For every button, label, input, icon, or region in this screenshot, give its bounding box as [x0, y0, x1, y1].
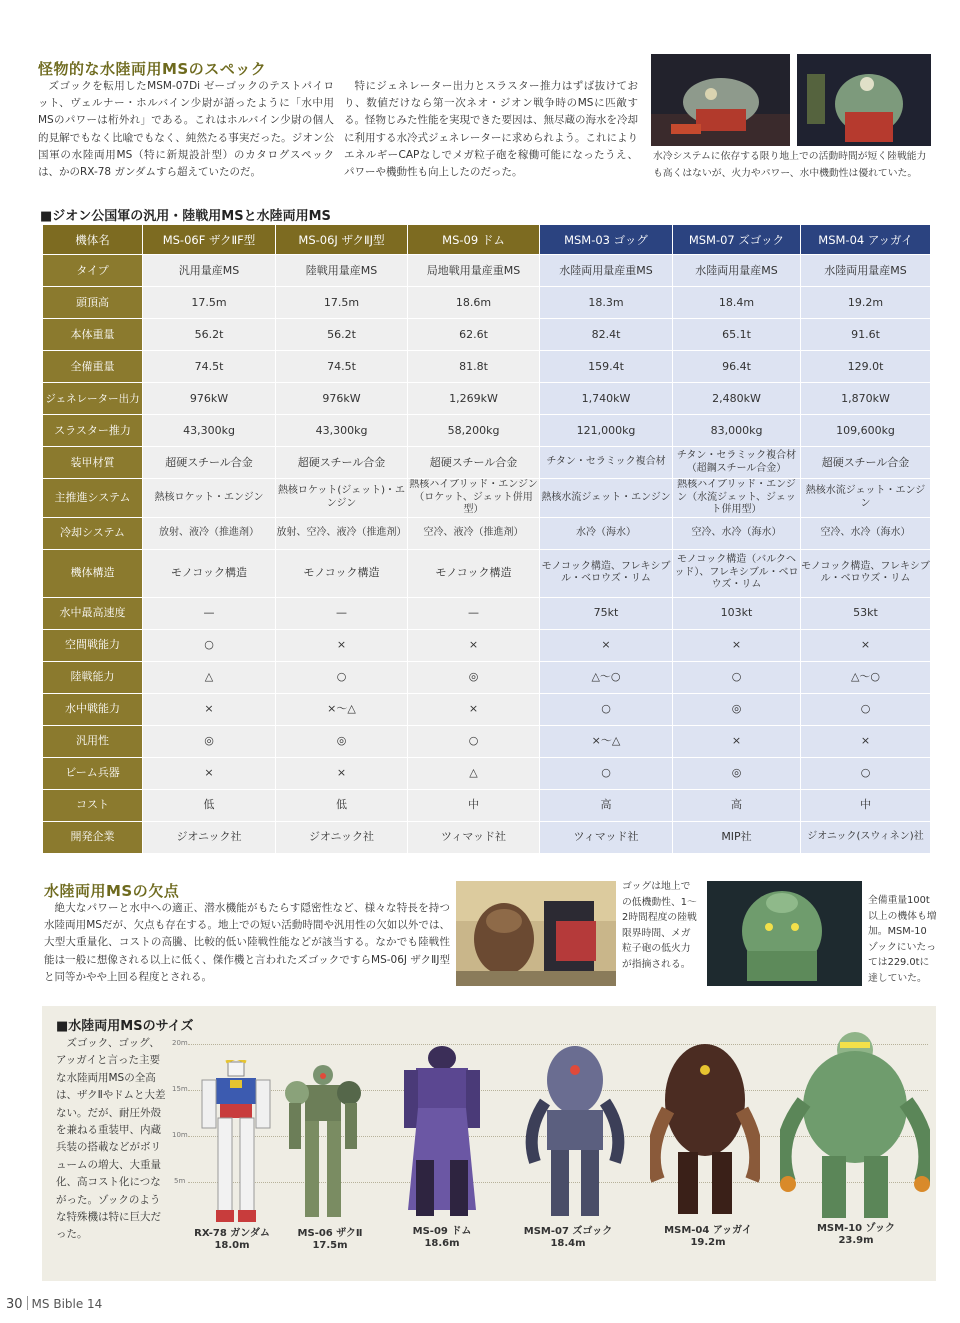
spec-row-label: 主推進システム — [43, 479, 143, 518]
spec-cell: 159.4t — [540, 351, 673, 383]
intro-column-2: 特にジェネレーター出力とスラスター推力はずば抜けており、数値だけなら第一次ネオ・ジオン戦争時のMSに匹敵する。怪物じみた性能を実現できた要因は、無尽蔵の海水を冷却に利用する水冷式ジェネレーターに求められよう。これによりエネルギーCAPなしでメガ粒子砲を稼働可能になったうえ、パワーや機動性も向上したのだった。 — [344, 80, 638, 179]
spec-row-label: 陸戦能力 — [43, 661, 143, 693]
spec-cell: ○ — [276, 661, 408, 693]
intro-column-1: ズゴックを転用したMSM-07Di ゼーゴックのテストパイロット、ヴェルナー・ホルバイン少尉が語ったように「水中用MSのパワーは桁外れ」である。これはホルバイン少尉の個人的見解でもなく比喩でもなく、純然たる事実だった。ジオン公国軍の水陸両用MS（特に新規設計型）のカタログスペックは、かのRX-78 ガンダムすら超えていたのだ。 — [38, 80, 334, 179]
spec-cell: 129.0t — [801, 351, 931, 383]
spec-cell: 空冷、液冷（推進剤） — [408, 517, 540, 549]
spec-cell: 74.5t — [276, 351, 408, 383]
spec-cell: ×〜△ — [276, 693, 408, 725]
spec-header-ms06f: MS-06F ザクⅡF型 — [143, 225, 276, 255]
spec-cell: ◎ — [143, 725, 276, 757]
spec-cell: 18.6m — [408, 287, 540, 319]
spec-cell: △ — [408, 757, 540, 789]
spec-cell: × — [143, 757, 276, 789]
spec-header-ms09: MS-09 ドム — [408, 225, 540, 255]
spec-cell: 75kt — [540, 597, 673, 629]
spec-cell: 熱核水流ジェット・エンジン — [540, 479, 673, 518]
spec-cell: 汎用量産MS — [143, 255, 276, 287]
spec-cell: 高 — [673, 789, 801, 821]
size-figure-label — [280, 1228, 380, 1252]
size-title: ■水陸両用MSのサイズ — [56, 1019, 194, 1034]
spec-row — [43, 629, 931, 661]
spec-cell: 水陸両用量産重MS — [540, 255, 673, 287]
spec-cell: 56.2t — [276, 319, 408, 351]
spec-cell: ジオニック社 — [143, 821, 276, 853]
spec-cell: 熱核ロケット(ジェット)・エンジン — [276, 479, 408, 518]
intro-photo-left — [651, 54, 790, 146]
spec-cell: ○ — [673, 661, 801, 693]
spec-cell: 水冷（海水） — [540, 517, 673, 549]
spec-header-msm03: MSM-03 ゴッグ — [540, 225, 673, 255]
intro-photo-right — [797, 54, 931, 146]
spec-cell: 空冷、水冷（海水） — [801, 517, 931, 549]
spec-row-label: コスト — [43, 789, 143, 821]
rx78-gundam-figure — [196, 1060, 276, 1225]
zock-caption: 全備重量100t以上の機体も増加。MSM-10 ゾックにいたっては229.0tに達していた。 — [868, 895, 937, 984]
spec-table — [42, 224, 931, 854]
spec-cell: 陸戦用量産MS — [276, 255, 408, 287]
spec-cell: 43,300kg — [276, 415, 408, 447]
size-figure-height: 18.4m — [550, 1238, 586, 1249]
spec-cell: × — [540, 629, 673, 661]
size-figure-name: MSM-07 ズゴック — [523, 1226, 613, 1237]
spec-cell: ジオニック(スウィネン)社 — [801, 821, 931, 853]
spec-cell: 超硬スチール合金 — [408, 447, 540, 479]
spec-cell: モノコック構造、フレキシブル・ベロウズ・リム — [801, 549, 931, 597]
spec-cell: × — [408, 693, 540, 725]
spec-cell: 53kt — [801, 597, 931, 629]
spec-cell: 局地戦用量産重MS — [408, 255, 540, 287]
spec-header-msm04: MSM-04 アッガイ — [801, 225, 931, 255]
spec-cell: ○ — [801, 757, 931, 789]
weakness-text: 絶大なパワーと水中への適正、潜水機能がもたらす隠密性など、様々な特長を持つ水陸両用MSだが、欠点も存在する。地上での短い活動時間や汎用性の欠如以外では、大型大重量化、コストの高騰、比較的低い陸戦性能などが該当する。なかでも陸戦性能は一般に想像される以上に低く、傑作機と言われたズゴックですらMS-06J ザクⅡJ型と同等かやや上回る程度とされる。 — [44, 902, 450, 983]
spec-cell: ×〜△ — [540, 725, 673, 757]
spec-cell: 1,870kW — [801, 383, 931, 415]
spec-row — [43, 661, 931, 693]
spec-cell: 1,269kW — [408, 383, 540, 415]
spec-cell: 17.5m — [276, 287, 408, 319]
spec-cell: × — [673, 725, 801, 757]
spec-cell: 水陸両用量産MS — [801, 255, 931, 287]
spec-cell: 熱核ロケット・エンジン — [143, 479, 276, 518]
spec-row-label: 機体構造 — [43, 549, 143, 597]
spec-cell: モノコック構造 — [143, 549, 276, 597]
spec-cell: ジオニック社 — [276, 821, 408, 853]
spec-cell: — — [408, 597, 540, 629]
spec-cell: 熱核水流ジェット・エンジン — [801, 479, 931, 518]
spec-cell: △ — [143, 661, 276, 693]
spec-cell: 43,300kg — [143, 415, 276, 447]
spec-cell: △〜○ — [540, 661, 673, 693]
spec-row — [43, 597, 931, 629]
spec-cell: 放射、液冷（推進剤） — [143, 517, 276, 549]
spec-cell: チタン・セラミック複合材（超鋼スチール合金） — [673, 447, 801, 479]
spec-row-label: ジェネレーター出力 — [43, 383, 143, 415]
spec-cell: 109,600kg — [801, 415, 931, 447]
page-footer — [6, 1296, 102, 1312]
spec-row-label: 装甲材質 — [43, 447, 143, 479]
spec-cell: ◎ — [673, 757, 801, 789]
spec-cell: ツィマッド社 — [540, 821, 673, 853]
spec-row-label: 汎用性 — [43, 725, 143, 757]
footer-divider — [27, 1296, 28, 1310]
spec-row — [43, 693, 931, 725]
spec-cell: ○ — [801, 693, 931, 725]
zaku-ii-figure — [283, 1063, 363, 1223]
spec-cell: ◎ — [276, 725, 408, 757]
spec-row — [43, 319, 931, 351]
spec-cell: 水陸両用量産MS — [673, 255, 801, 287]
spec-cell: MIP社 — [673, 821, 801, 853]
spec-cell: 976kW — [276, 383, 408, 415]
spec-cell: 超硬スチール合金 — [801, 447, 931, 479]
spec-cell: 2,480kW — [673, 383, 801, 415]
goggs-photo — [456, 881, 616, 986]
spec-row — [43, 757, 931, 789]
size-figure-label — [182, 1228, 282, 1252]
spec-cell: 放射、空冷、液冷（推進剤） — [276, 517, 408, 549]
spec-row — [43, 725, 931, 757]
spec-cell: ○ — [540, 693, 673, 725]
spec-cell: 19.2m — [801, 287, 931, 319]
spec-cell: 56.2t — [143, 319, 276, 351]
spec-cell: × — [801, 629, 931, 661]
spec-row-label: 冷却システム — [43, 517, 143, 549]
spec-header-msm07: MSM-07 ズゴック — [673, 225, 801, 255]
spec-row — [43, 789, 931, 821]
scale-label-20m: 20m — [172, 1039, 188, 1047]
intro-photo-caption: 水冷システムに依存する限り地上での活動時間が短く陸戦能力も高くはないが、火力やパワー、水中機動性は優れていた。 — [653, 151, 927, 179]
spec-cell: 58,200kg — [408, 415, 540, 447]
size-text: ズゴック、ゴッグ、アッガイと言った主要な水陸両用MSの全高は、ザクⅡやドムと大差ない。だが、耐圧外殻を兼ねる重装甲、内蔵兵装の搭載などがボリュームの増大、大重量化、高コスト化につながった。ゾックのような特殊機は特に巨大だった。 — [56, 1037, 166, 1241]
spec-row-label: タイプ — [43, 255, 143, 287]
spec-cell: 低 — [143, 789, 276, 821]
size-figure-label — [800, 1223, 912, 1247]
scale-label-5m: 5m — [174, 1177, 186, 1185]
size-figure-label — [392, 1226, 492, 1250]
spec-row-label: スラスター推力 — [43, 415, 143, 447]
size-figure-label — [512, 1226, 624, 1250]
spec-cell: モノコック構造 — [276, 549, 408, 597]
spec-cell: 中 — [408, 789, 540, 821]
spec-cell: 81.8t — [408, 351, 540, 383]
size-figure-height: 23.9m — [838, 1235, 874, 1246]
spec-row-label: 全備重量 — [43, 351, 143, 383]
spec-row-label: 水中戦能力 — [43, 693, 143, 725]
spec-row — [43, 517, 931, 549]
spec-cell: 熱核ハイブリッド・エンジン（水流ジェット、ジェット併用型） — [673, 479, 801, 518]
book-title: MS Bible 14 — [31, 1297, 103, 1311]
spec-row — [43, 383, 931, 415]
spec-cell: — — [143, 597, 276, 629]
spec-cell: モノコック構造（バルクヘッド）、フレキシブル・ベロウズ・リム — [673, 549, 801, 597]
spec-cell: ○ — [143, 629, 276, 661]
spec-cell: × — [673, 629, 801, 661]
spec-cell: △〜○ — [801, 661, 931, 693]
spec-table-title: ■ジオン公国軍の汎用・陸戦用MSと水陸両用MS — [40, 209, 331, 224]
spec-header-corner: 機体名 — [43, 225, 143, 255]
zgok-figure — [525, 1042, 625, 1222]
spec-cell: 91.6t — [801, 319, 931, 351]
spec-cell: 1,740kW — [540, 383, 673, 415]
spec-cell: 74.5t — [143, 351, 276, 383]
spec-cell: ◎ — [673, 693, 801, 725]
size-figure-name: MSM-10 ゾック — [816, 1223, 896, 1234]
spec-cell: 96.4t — [673, 351, 801, 383]
spec-cell: 83,000kg — [673, 415, 801, 447]
spec-cell: 103kt — [673, 597, 801, 629]
spec-cell: 18.3m — [540, 287, 673, 319]
spec-cell: ○ — [408, 725, 540, 757]
spec-cell: × — [408, 629, 540, 661]
spec-row-label: 水中最高速度 — [43, 597, 143, 629]
size-figure-height: 18.6m — [424, 1238, 460, 1249]
size-figure-label — [652, 1225, 764, 1249]
spec-cell: ○ — [540, 757, 673, 789]
spec-cell: 62.6t — [408, 319, 540, 351]
scale-label-10m: 10m — [172, 1131, 188, 1139]
weakness-title: 水陸両用MSの欠点 — [44, 882, 180, 900]
size-figure-height: 17.5m — [312, 1240, 348, 1251]
spec-cell: 空冷、水冷（海水） — [673, 517, 801, 549]
goggs-caption: ゴッグは地上での低機動性、1〜2時間程度の陸戦限界時間、メガ粒子砲の低火力が指摘される。 — [622, 881, 697, 970]
spec-row — [43, 479, 931, 518]
spec-cell: モノコック構造 — [408, 549, 540, 597]
spec-row-label: ビーム兵器 — [43, 757, 143, 789]
dom-figure — [396, 1040, 488, 1223]
spec-cell: モノコック構造、フレキシブル・ベロウズ・リム — [540, 549, 673, 597]
page-number: 30 — [6, 1297, 23, 1312]
spec-cell: 17.5m — [143, 287, 276, 319]
spec-row — [43, 255, 931, 287]
spec-cell: 976kW — [143, 383, 276, 415]
zock-figure — [780, 1022, 930, 1222]
spec-row — [43, 821, 931, 853]
spec-row — [43, 287, 931, 319]
spec-row — [43, 549, 931, 597]
intro-title: 怪物的な水陸両用MSのスペック — [38, 60, 267, 78]
spec-row-label: 頭頂高 — [43, 287, 143, 319]
spec-cell: 18.4m — [673, 287, 801, 319]
spec-cell: ◎ — [408, 661, 540, 693]
size-figure-height: 18.0m — [214, 1240, 250, 1251]
scale-label-15m: 15m — [172, 1085, 188, 1093]
spec-row-label: 本体重量 — [43, 319, 143, 351]
spec-cell: 低 — [276, 789, 408, 821]
spec-cell: 中 — [801, 789, 931, 821]
spec-cell: × — [276, 629, 408, 661]
spec-header-ms06j: MS-06J ザクⅡJ型 — [276, 225, 408, 255]
size-figure-name: MS-06 ザクⅡ — [297, 1228, 363, 1239]
spec-row — [43, 351, 931, 383]
spec-cell: 82.4t — [540, 319, 673, 351]
size-figure-height: 19.2m — [690, 1237, 726, 1248]
spec-cell: × — [276, 757, 408, 789]
spec-cell: — — [276, 597, 408, 629]
spec-cell: × — [801, 725, 931, 757]
spec-cell: × — [143, 693, 276, 725]
spec-cell: 121,000kg — [540, 415, 673, 447]
spec-row — [43, 415, 931, 447]
spec-cell: ツィマッド社 — [408, 821, 540, 853]
spec-cell: 超硬スチール合金 — [143, 447, 276, 479]
acguy-figure — [650, 1040, 760, 1220]
size-figure-name: MSM-04 アッガイ — [664, 1225, 752, 1236]
spec-cell: 65.1t — [673, 319, 801, 351]
spec-cell: 超硬スチール合金 — [276, 447, 408, 479]
spec-header-row — [43, 225, 931, 255]
spec-cell: 熱核ハイブリッド・エンジン（ロケット、ジェット併用型） — [409, 479, 538, 515]
spec-cell: チタン・セラミック複合材 — [540, 447, 673, 479]
size-figure-name: RX-78 ガンダム — [194, 1228, 270, 1239]
zock-photo — [707, 881, 862, 986]
spec-row — [43, 447, 931, 479]
spec-row-label: 開発企業 — [43, 821, 143, 853]
spec-row-label: 空間戦能力 — [43, 629, 143, 661]
size-figure-name: MS-09 ドム — [412, 1226, 472, 1237]
spec-cell: 高 — [540, 789, 673, 821]
